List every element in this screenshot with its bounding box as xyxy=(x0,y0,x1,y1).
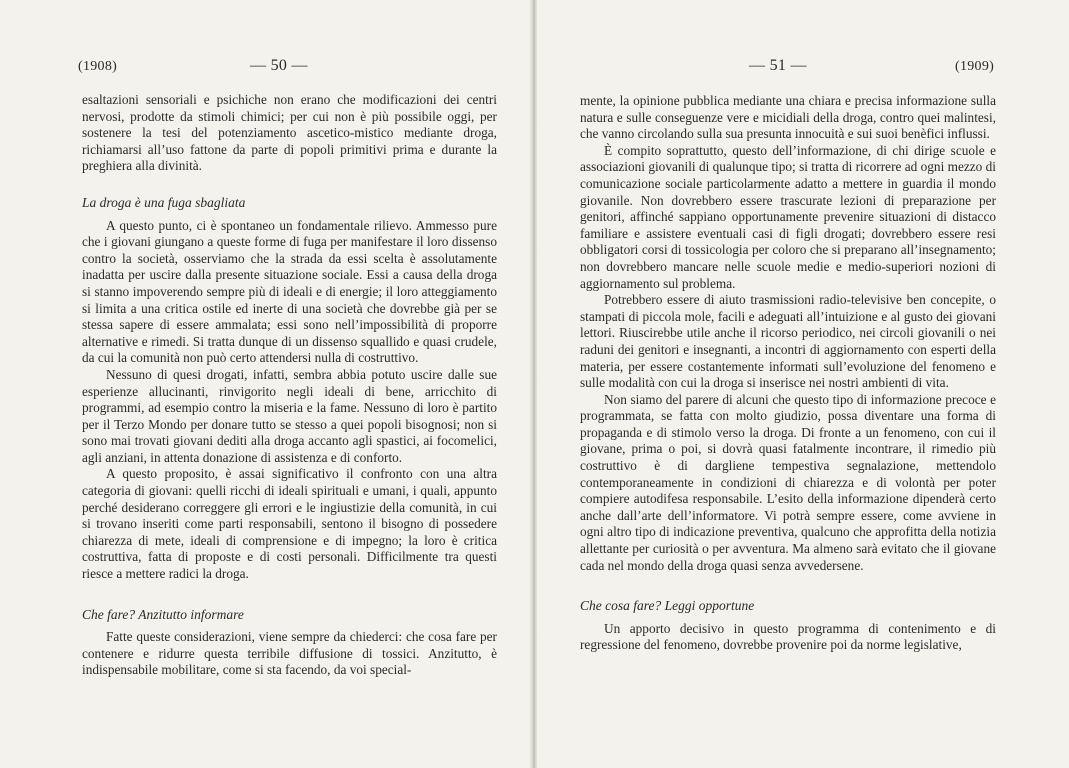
right-paragraph-4: Non siamo del parere di alcuni che questo tipo di informazione precoce e programmata, se fatta con molto giudizio, possa diventare una forma di propaganda e di stimolo verso la droga. Di fronte a un fenomeno, con cui il giovane, prima o poi, si dovrà quasi fatalmente incontrare, il rimedio più costruttivo è di dargliene tempestiva segnalazione, mettendolo contemporaneamente in condizioni di chiarezza e di volontà per poter compiere autodifesa responsabile. L’esito della informazione dipenderà certo anche dall’arte dell’informatore. Vi potrà sempre essere, come avviene in ogni altro tipo di indicazione preventiva, qualcuno che approfitta della notizia allettante per curiosità o per avventura. Ma almeno sarà evitato che il giovane cada nel mondo della droga quasi senza avvedersene. xyxy=(580,391,996,573)
left-section2-paragraph-1: Fatte queste considerazioni, viene sempre da chiederci: che cosa fare per contenere e ridurre questa terribile diffusione di tossici. Anzitutto, è indispensabile mobilitare, come si sta facendo, da voi special- xyxy=(82,629,497,678)
left-heading-1: La droga è una fuga sbagliata xyxy=(82,194,246,210)
right-year-label: (1909) xyxy=(955,59,995,74)
right-page xyxy=(537,0,1069,768)
right-page-text xyxy=(580,93,996,654)
left-page-text xyxy=(82,92,497,679)
left-heading-2: Che fare? Anzitutto informare xyxy=(82,606,244,622)
left-year-label: (1908) xyxy=(78,59,118,74)
right-section1-paragraph-1: Un apporto decisivo in questo programma di contenimento e di regressione del fenomeno, dovrebbe provenire poi da norme legislative, xyxy=(580,620,996,653)
left-page xyxy=(0,0,531,768)
right-heading-1: Che cosa fare? Leggi opportune xyxy=(580,598,755,614)
left-section1-paragraph-3: A questo proposito, è assai significativo il confronto con una altra categoria di giovani: quelli ricchi di ideali spirituali e umani, i quali, appunto perché desiderano correggere gli errori e le ingiustizie della comunità, in cui si trovano inseriti come parti responsabili, sentono il bisogno di possedere chiarezza di mete, ideali di comprensione e di impegno; la loro è critica costruttiva, fatta di proposte e di costi personali. Difficilmente tra questi riesce a mettere radici la droga. xyxy=(82,466,497,582)
right-paragraph-3: Potrebbero essere di aiuto trasmissioni radio-televisive ben concepite, o stampati di piccola mole, facili e adeguati all’intuizione e al gusto dei giovani lettori. Riuscirebbe utile anche il ricorso periodico, nei circoli giovanili o nei raduni dei genitori e insegnanti, a incontri di aggiornamento con esperti della materia, per essere costantemente informati sull’evoluzione del fenomeno e sulle modalità con cui la droga si inserisce nei nostri ambienti di vita. xyxy=(580,292,996,391)
left-page-number: — 50 — xyxy=(250,57,308,74)
left-section1-paragraph-2: Nessuno di quesi drogati, infatti, sembra abbia potuto uscire dalle sue esperienze allucinanti, rinvigorito negli ideali di bene, arricchito di programmi, ad esempio contro la miseria e la fame. Nessuno di loro è partito per il Terzo Mondo per donare tutto se stesso a quei popoli bisognosi; non si sono mai trovati giovani dediti alla droga accanto agli spastici, ai focomelici, agli anziani, in attenta donazione di assistenza e di conforto. xyxy=(82,366,497,465)
right-paragraph-2: È compito soprattutto, questo dell’informazione, di chi dirige scuole e associazioni giovanili di qualunque tipo; si tratta di ricorrere ad ogni mezzo di comunicazione sociale particolarmente adatto a mettere in guardia il mondo giovanile. Non dovrebbero essere trascurate lezioni di preparazione per genitori, affinché sappiano opportunamente prevenire situazioni di distacco familiare e assistere eventuali casi di figli drogati; dovrebbero essere resi obbligatori corsi di tossicologia per coloro che si preparano all’insegnamento; non dovrebbero mancare nelle scuole medie e medio-superiori nozioni di aggiornamento sul problema. xyxy=(580,142,996,291)
right-page-number: — 51 — xyxy=(749,57,807,74)
right-paragraph-1: mente, la opinione pubblica mediante una chiara e precisa informazione sulla natura e sulle conseguenze vere e micidiali della droga, contro quei malintesi, che vanno circolando sulla sua presunta innocuità e sui suoi benèfici influssi. xyxy=(580,93,996,142)
left-paragraph-1: esaltazioni sensoriali e psichiche non erano che modificazioni dei centri nervosi, prodotte da stimoli chimici; per cui non è più possibile oggi, per sostenere la tesi del potenziamento ascetico-mistico mediante droga, richiamarsi all’uso fattone da parte di popoli primitivi prima e durante la preghiera alla divinità. xyxy=(82,92,497,174)
left-section1-paragraph-1: A questo punto, ci è spontaneo un fondamentale rilievo. Ammesso pure che i giovani giungano a queste forme di fuga per manifestare il loro dissenso contro la società, osserviamo che la strada da essi scelta è assolutamente inadatta per uscire dalla presente situazione sociale. Essi a causa della droga si stanno impoverendo sempre più di ideali e di energie; il loro atteggiamento si limita a una critica ostile ed inerte di una società che dovrebbe già per se stessa sapere di essere ammalata; essi sono nell’impossibilità di proporre alternative e rimedi. Si tratta dunque di un dissenso squallido e quasi crudele, da cui la comunità non può certo attendersi nulla di costruttivo. xyxy=(82,217,497,366)
